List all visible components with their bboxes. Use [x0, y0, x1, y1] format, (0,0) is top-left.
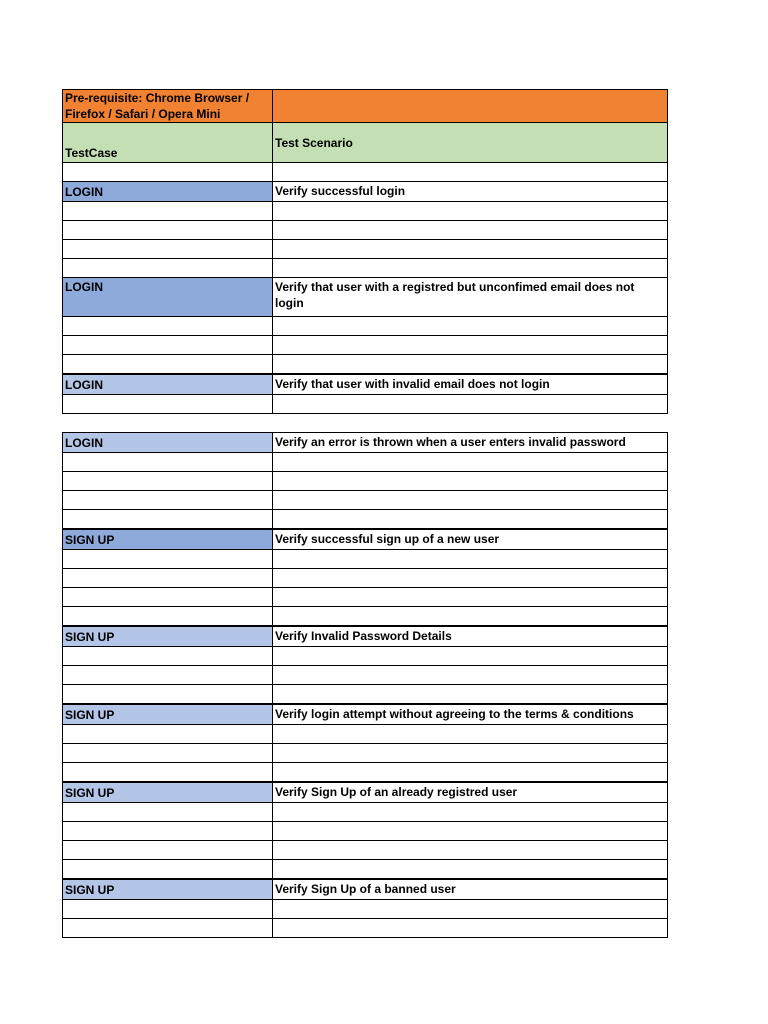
empty-cell: [62, 316, 273, 336]
empty-cell: [62, 606, 273, 626]
testcase-label: SIGN UP: [62, 782, 273, 803]
empty-row: [62, 316, 668, 336]
empty-cell: [272, 490, 668, 510]
empty-row: [62, 743, 668, 763]
empty-row: [62, 918, 668, 938]
test-scenario-text: Verify that user with a registred but unconfimed email does not login: [272, 277, 668, 317]
empty-cell: [62, 743, 273, 763]
empty-row: [62, 821, 668, 841]
empty-cell: [272, 665, 668, 685]
test-scenario-header: Test Scenario: [272, 122, 668, 163]
empty-cell: [272, 743, 668, 763]
test-scenario-text: Verify an error is thrown when a user enters invalid password: [272, 432, 668, 453]
empty-cell: [62, 646, 273, 666]
empty-cell: [62, 201, 273, 221]
empty-cell: [62, 859, 273, 879]
test-case-row: [62, 529, 668, 550]
empty-row: [62, 201, 668, 221]
prerequisite-cell: Pre-requisite: Chrome Browser / Firefox / Safari / Opera Mini: [62, 89, 273, 123]
test-scenario-text: Verify Invalid Password Details: [272, 626, 668, 647]
empty-cell: [272, 394, 668, 414]
empty-cell: [62, 684, 273, 704]
empty-row: [62, 859, 668, 879]
empty-cell: [272, 899, 668, 919]
test-scenario-text: Verify Sign Up of an already registred user: [272, 782, 668, 803]
empty-row: [62, 258, 668, 278]
empty-cell: [62, 335, 273, 355]
empty-row: [62, 354, 668, 374]
empty-row: [62, 490, 668, 510]
empty-row: [62, 220, 668, 240]
empty-cell: [272, 162, 668, 182]
testcase-label: LOGIN: [62, 181, 273, 202]
empty-row: [62, 452, 668, 472]
empty-row: [62, 840, 668, 860]
empty-cell: [272, 724, 668, 744]
empty-row: [62, 509, 668, 529]
empty-cell: [62, 918, 273, 938]
test-scenario-text: Verify Sign Up of a banned user: [272, 879, 668, 900]
empty-cell: [62, 549, 273, 569]
empty-row: [62, 802, 668, 822]
empty-row: [62, 724, 668, 744]
empty-cell: [272, 646, 668, 666]
empty-row: [62, 335, 668, 355]
testcase-label: LOGIN: [62, 374, 273, 395]
prerequisite-empty-cell: [272, 89, 668, 123]
empty-cell: [62, 162, 273, 182]
empty-cell: [62, 452, 273, 472]
empty-cell: [272, 549, 668, 569]
empty-cell: [272, 509, 668, 529]
empty-row: [62, 762, 668, 782]
empty-cell: [272, 316, 668, 336]
testcase-label: SIGN UP: [62, 704, 273, 725]
test-case-row: [62, 626, 668, 647]
empty-cell: [272, 859, 668, 879]
empty-cell: [62, 471, 273, 491]
empty-cell: [62, 220, 273, 240]
empty-cell: [272, 762, 668, 782]
empty-row: [62, 665, 668, 685]
test-scenario-text: Verify successful sign up of a new user: [272, 529, 668, 550]
test-case-row: [62, 879, 668, 900]
empty-cell: [62, 821, 273, 841]
empty-cell: [272, 802, 668, 822]
empty-row: [62, 899, 668, 919]
empty-cell: [62, 899, 273, 919]
empty-cell: [62, 802, 273, 822]
empty-row: [62, 239, 668, 259]
empty-row: [62, 549, 668, 569]
empty-cell: [272, 452, 668, 472]
empty-cell: [272, 220, 668, 240]
testcase-label: SIGN UP: [62, 626, 273, 647]
test-scenario-text: Verify successful login: [272, 181, 668, 202]
empty-cell: [272, 201, 668, 221]
test-case-row: [62, 181, 668, 202]
empty-cell: [272, 258, 668, 278]
test-scenario-text: Verify login attempt without agreeing to the terms & conditions: [272, 704, 668, 725]
empty-row: [62, 394, 668, 414]
testcase-label: SIGN UP: [62, 879, 273, 900]
empty-cell: [62, 587, 273, 607]
empty-cell: [62, 239, 273, 259]
prerequisite-row: [62, 89, 668, 123]
test-scenario-text: Verify that user with invalid email does not login: [272, 374, 668, 395]
empty-row: [62, 471, 668, 491]
column-header-row: [62, 122, 668, 163]
empty-cell: [272, 684, 668, 704]
empty-cell: [62, 509, 273, 529]
empty-cell: [62, 394, 273, 414]
empty-row: [62, 606, 668, 626]
test-case-row: [62, 277, 668, 317]
empty-cell: [272, 821, 668, 841]
empty-cell: [62, 568, 273, 588]
testcase-label: SIGN UP: [62, 529, 273, 550]
testcase-header: TestCase: [62, 122, 273, 163]
test-case-row: [62, 374, 668, 395]
empty-cell: [62, 258, 273, 278]
empty-cell: [272, 239, 668, 259]
empty-cell: [272, 335, 668, 355]
empty-cell: [272, 587, 668, 607]
empty-cell: [272, 568, 668, 588]
empty-cell: [62, 665, 273, 685]
empty-row: [62, 568, 668, 588]
empty-cell: [62, 840, 273, 860]
empty-cell: [272, 918, 668, 938]
empty-row: [62, 646, 668, 666]
empty-cell: [272, 606, 668, 626]
testcase-label: LOGIN: [62, 432, 273, 453]
empty-row: [62, 587, 668, 607]
empty-cell: [272, 354, 668, 374]
empty-cell: [62, 724, 273, 744]
empty-cell: [272, 471, 668, 491]
test-case-row: [62, 432, 668, 453]
empty-row: [62, 162, 668, 182]
empty-cell: [272, 840, 668, 860]
empty-cell: [62, 490, 273, 510]
empty-cell: [62, 354, 273, 374]
empty-row: [62, 684, 668, 704]
test-case-row: [62, 704, 668, 725]
empty-cell: [62, 762, 273, 782]
testcase-label: LOGIN: [62, 277, 273, 317]
test-case-row: [62, 782, 668, 803]
